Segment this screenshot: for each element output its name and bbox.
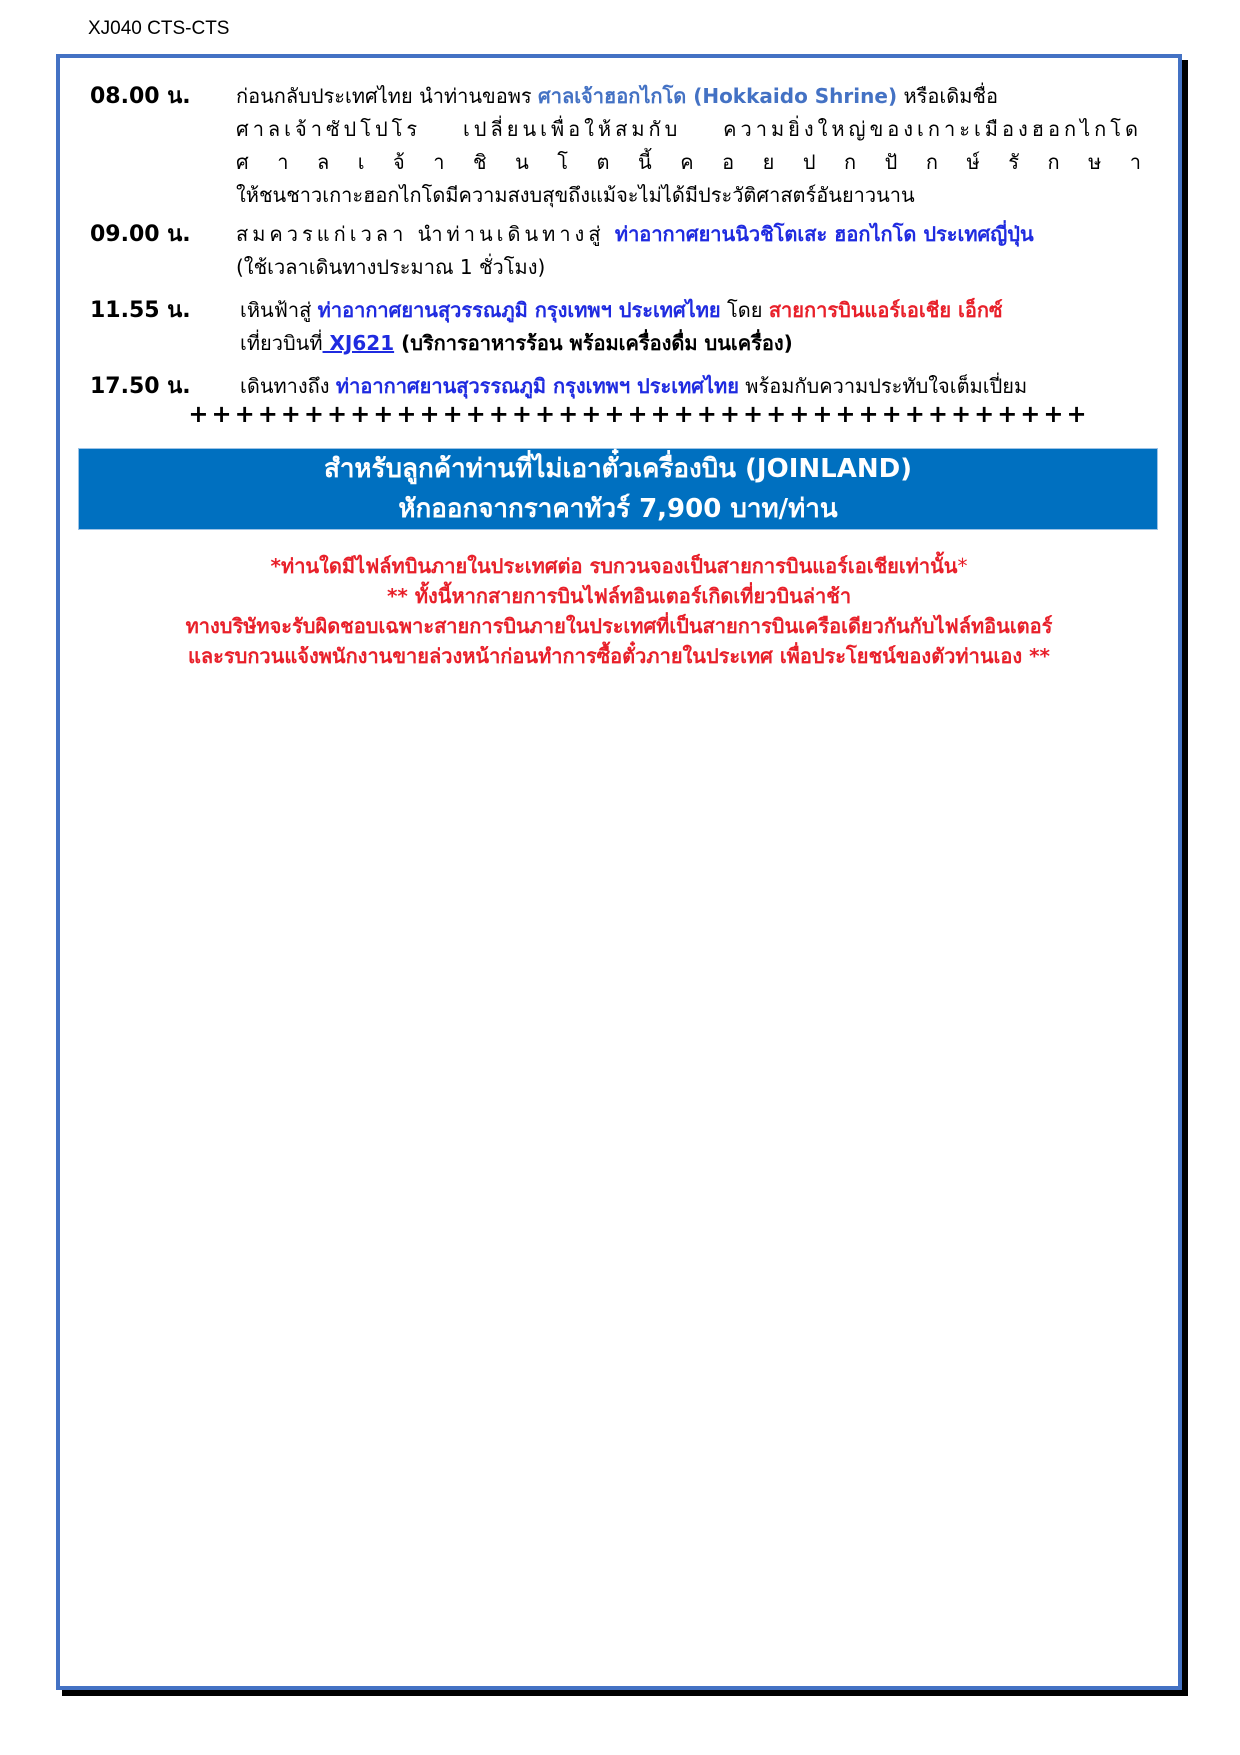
description-text: พร้อมกับความประทับใจเต็มเปี่ยม <box>738 374 1028 398</box>
remark-line <box>70 551 1168 581</box>
remark-text: * <box>957 554 968 578</box>
document-code: XJ040 CTS-CTS <box>88 18 230 39</box>
description-line <box>240 327 1142 360</box>
itinerary-row <box>90 294 1142 360</box>
description-text: เหินฟ้าสู่ <box>240 298 318 322</box>
time-label: 08.00 น. <box>90 84 191 109</box>
airline-name: สายการบินแอร์เอเชีย เอ็กซ์ <box>768 298 1003 322</box>
description-text: ก่อนกลับประเทศไทย นำท่านขอพร <box>236 84 539 108</box>
itinerary-description <box>236 370 1142 403</box>
remark-text: *ท่านใดมีไฟล์ทบินภายในประเทศต่อ รบกวนจองเป็นสายการบินแอร์เอเชียเท่านั้น <box>270 554 958 578</box>
description-text: หรือเดิมชื่อ <box>897 84 998 108</box>
itinerary-row <box>90 80 1142 212</box>
description-line <box>240 370 1142 403</box>
time-label: 11.55 น. <box>90 298 191 323</box>
meal-service-text: (บริการอาหารร้อน พร้อมเครื่องดื่ม บนเครื่อง) <box>394 331 793 355</box>
flight-number-link[interactable]: XJ621 <box>322 331 395 355</box>
time-label: 09.00 น. <box>90 222 191 247</box>
description-line <box>236 218 1142 251</box>
shrine-name: ศาลเจ้าฮอกไกโด (Hokkaido Shrine) <box>538 84 898 108</box>
itinerary-description <box>236 80 1142 212</box>
description-text: สมควรแก่เวลา นำท่านเดินทางสู่ <box>236 222 615 246</box>
remarks <box>70 551 1168 671</box>
remark-line: ทางบริษัทจะรับผิดชอบเฉพาะสายการบินภายในประเทศที่เป็นสายการบินเครือเดียวกันกับไฟล์ทอินเตอร์ <box>185 614 1053 638</box>
description-line: (ใช้เวลาเดินทางประมาณ 1 ชั่วโมง) <box>236 255 546 279</box>
description-line: ศ า ล เ จ้ า ชิ น โ ต นี้ ค อ ย ป ก ปั ก ษ์ รั ก ษ า <box>236 150 1142 174</box>
itinerary <box>90 80 1142 403</box>
description-text: เดินทางถึง <box>240 374 336 398</box>
time-label: 17.50 น. <box>90 374 191 399</box>
itinerary-row <box>90 370 1142 403</box>
airport-name: ท่าอากาศยานสุวรรณภูมิ กรุงเทพฯ ประเทศไทย <box>335 374 739 398</box>
itinerary-description <box>236 294 1142 360</box>
joinland-price: หักออกจากราคาทัวร์ 7,900 บาท/ท่าน <box>398 494 838 524</box>
itinerary-row <box>90 218 1142 284</box>
remark-line: ** ทั้งนี้หากสายการบินไฟล์ทอินเตอร์เกิดเที่ยวบินล่าช้า <box>386 584 852 608</box>
remark-line: และรบกวนแจ้งพนักงานขายล่วงหน้าก่อนทำการซื้อตั๋วภายในประเทศ เพื่อประโยชน์ของตัวท่านเอง ** <box>188 644 1050 668</box>
airport-name: ท่าอากาศยานสุวรรณภูมิ กรุงเทพฯ ประเทศไทย <box>317 298 721 322</box>
description-text: โดย <box>720 298 769 322</box>
description-line <box>240 294 1142 327</box>
itinerary-description <box>236 218 1142 284</box>
page-frame <box>56 54 1182 1690</box>
description-text: เที่ยวบินที่ <box>240 331 323 355</box>
joinland-banner <box>78 448 1158 530</box>
joinland-title: สำหรับลูกค้าท่านที่ไม่เอาตั๋วเครื่องบิน (JOINLAND) <box>323 454 913 484</box>
description-line: ศาลเจ้าซัปโปโร เปลี่ยนเพื่อให้สมกับ ความยิ่งใหญ่ของเกาะเมืองฮอกไกโด <box>236 117 1142 141</box>
separator-line: +++++++++++++++++++++++++++++++++++++++ <box>188 400 1090 428</box>
description-line: ให้ชนชาวเกาะฮอกไกโดมีความสงบสุขถึงแม้จะไม่ได้มีประวัติศาสตร์อันยาวนาน <box>236 183 915 207</box>
airport-name: ท่าอากาศยานนิวชิโตเสะ ฮอกไกโด ประเทศญี่ปุ่น <box>614 222 1034 246</box>
description-line <box>236 80 1142 113</box>
